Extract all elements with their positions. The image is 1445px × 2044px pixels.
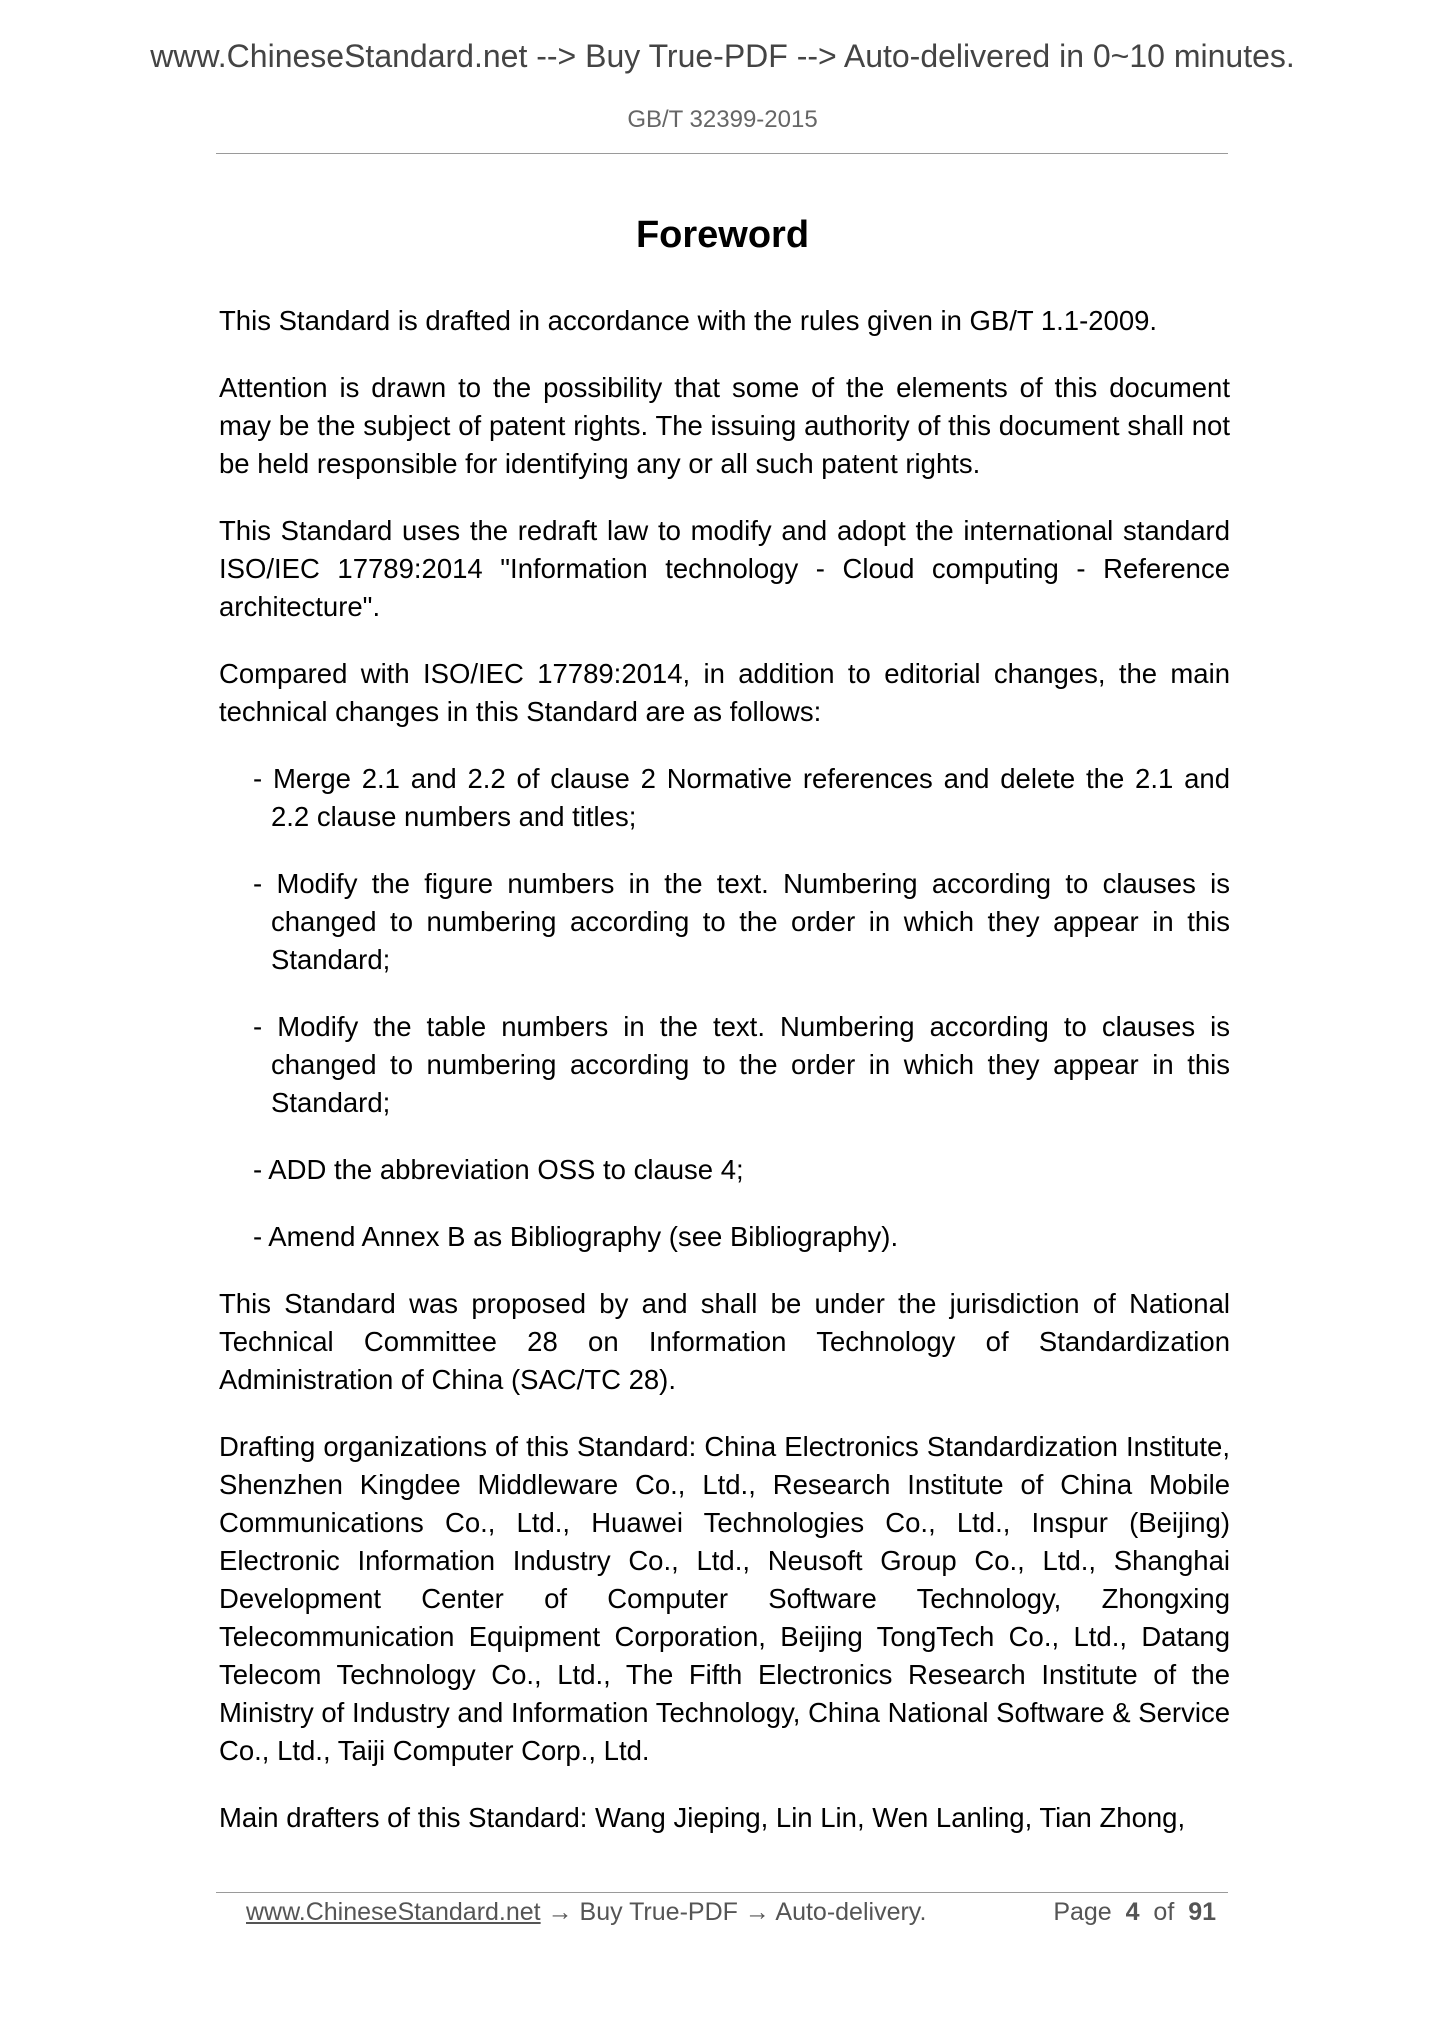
list-item: - Amend Annex B as Bibliography (see Bibliography).	[253, 1221, 899, 1252]
page-title: Foreword	[635, 214, 810, 256]
paragraph-drafting-rules: This Standard is drafted in accordance with the rules given in GB/T 1.1-2009.	[219, 305, 1158, 336]
page-indicator	[1053, 1898, 1216, 1927]
paragraph-main-drafters: Main drafters of this Standard: Wang Jieping, Lin Lin, Wen Lanling, Tian Zhong,	[219, 1802, 1186, 1833]
header-divider	[216, 153, 1228, 154]
footer-promo	[246, 1898, 926, 1927]
paragraph-jurisdiction: This Standard was proposed by and shall be under the jurisdiction of National Technical Committee 28 on Information Technology of Standardization Administration of China (SAC/TC 28).	[219, 1288, 1230, 1395]
standard-code: GB/T 32399-2015	[627, 106, 818, 133]
list-item: - Modify the figure numbers in the text. Numbering according to clauses is changed to numbering according to the order in which they appear in this Standard;	[253, 868, 1230, 975]
footer-divider	[216, 1892, 1228, 1893]
changes-list	[219, 760, 1230, 1256]
page-of-label: of	[1153, 1898, 1175, 1926]
paragraph-changes-intro: Compared with ISO/IEC 17789:2014, in addition to editorial changes, the main technical changes in this Standard are as follows:	[219, 658, 1230, 727]
list-item: - Merge 2.1 and 2.2 of clause 2 Normative references and delete the 2.1 and 2.2 clause numbers and titles;	[253, 763, 1230, 832]
paragraph-adoption: This Standard uses the redraft law to modify and adopt the international standard ISO/IEC 17789:2014 "Information technology - Cloud computing - Reference architecture".	[219, 515, 1230, 622]
page-number: 4	[1125, 1898, 1140, 1926]
page-label: Page	[1053, 1898, 1112, 1926]
footer-site-link[interactable]: www.ChineseStandard.net	[246, 1898, 541, 1926]
list-item: - Modify the table numbers in the text. Numbering according to clauses is changed to numbering according to the order in which they appear in this Standard;	[253, 1011, 1230, 1118]
paragraph-patent-notice: Attention is drawn to the possibility that some of the elements of this document may be the subject of patent rights. The issuing authority of this document shall not be held responsible for identifying any or all such patent rights.	[219, 372, 1230, 479]
document-body	[219, 302, 1230, 1866]
footer-promo-text: → Buy True-PDF → Auto-delivery.	[540, 1898, 927, 1926]
site-banner: www.ChineseStandard.net --> Buy True-PDF --> Auto-delivered in 0~10 minutes.	[150, 38, 1295, 74]
list-item: - ADD the abbreviation OSS to clause 4;	[253, 1154, 744, 1185]
paragraph-drafting-organizations: Drafting organizations of this Standard: China Electronics Standardization Institute, Shenzhen Kingdee Middleware Co., Ltd., Research Institute of China Mobile Communications Co., Ltd., Huawei Technologies Co., Ltd., Inspur (Beijing) Electronic Information Industry Co., Ltd., Neusoft Group Co., Ltd., Shanghai Development Center of Computer Software Technology, Zhongxing Telecommunication Equipment Corporation, Beijing TongTech Co., Ltd., Datang Telecom Technology Co., Ltd., The Fifth Electronics Research Institute of the Ministry of Industry and Information Technology, China National Software & Service Co., Ltd., Taiji Computer Corp., Ltd.	[219, 1431, 1230, 1766]
total-pages: 91	[1188, 1898, 1216, 1926]
page-footer	[246, 1898, 1216, 1938]
